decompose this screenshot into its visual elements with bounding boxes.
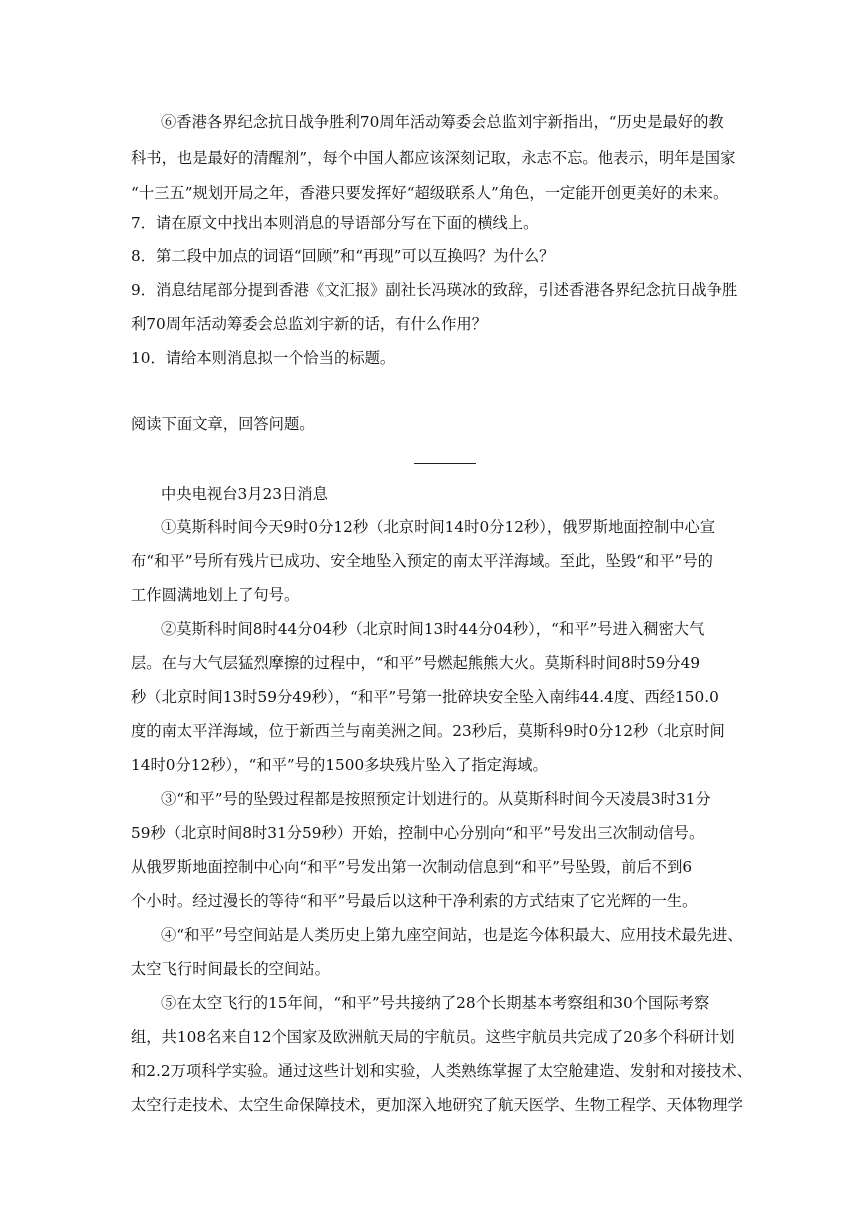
question-9-line-2: 利70周年活动筹委会总监刘宇新的话，有什么作用？: [131, 315, 487, 333]
question-7: 7．请在原文中找出本则消息的导语部分写在下面的横线上。: [131, 214, 539, 232]
title-blank-line: [414, 463, 476, 464]
article-line: 14时0分12秒），“和平”号的1500多块残片坠入了指定海域。: [131, 756, 548, 774]
article-line: ④“和平”号空间站是人类历史上第九座空间站，也是迄今体积最大、应用技术最先进、: [161, 926, 743, 944]
article-line: ①莫斯科时间今天9时0分12秒（北京时间14时0分12秒），俄罗斯地面控制中心宣: [161, 518, 716, 536]
article-line: ③“和平”号的坠毁过程都是按照预定计划进行的。从莫斯科时间今天凌晨3时31分: [161, 790, 711, 808]
article-line: 从俄罗斯地面控制中心向“和平”号发出第一次制动信息到“和平”号坠毁，前后不到6: [131, 858, 693, 876]
paragraph-6-line-2: 科书，也是最好的清醒剂”，每个中国人都应该深刻记取，永志不忘。他表示，明年是国家: [131, 149, 736, 167]
reading-instruction: 阅读下面文章，回答问题。: [131, 415, 315, 433]
question-8: 8．第二段中加点的词语“回顾”和“再现”可以互换吗？为什么？: [131, 247, 555, 265]
article-line: 太空飞行时间最长的空间站。: [131, 960, 330, 978]
article-dateline: 中央电视台3月23日消息: [161, 485, 328, 503]
question-10: 10．请给本则消息拟一个恰当的标题。: [131, 349, 396, 367]
article-line: 59秒（北京时间8时31分59秒）开始，控制中心分别向“和平”号发出三次制动信号。: [131, 824, 705, 842]
question-9-line-1: 9．消息结尾部分提到香港《文汇报》副社长冯瑛冰的致辞，引述香港各界纪念抗日战争胜: [131, 281, 738, 299]
article-line: 工作圆满地划上了句号。: [131, 586, 300, 604]
article-line: 和2.2万项科学实验。通过这些计划和实验，人类熟练掌握了太空舱建造、发射和对接技术、: [131, 1062, 752, 1080]
paragraph-6-line-1: ⑥香港各界纪念抗日战争胜利70周年活动筹委会总监刘宇新指出，“历史是最好的教: [161, 113, 724, 131]
paragraph-6-line-3: “十三五”规划开局之年，香港只要发挥好“超级联系人”角色，一定能开创更美好的未来。: [131, 184, 729, 202]
article-line: 组，共108名来自12个国家及欧洲航天局的宇航员。这些宇航员共完成了20多个科研计划: [131, 1028, 735, 1046]
article-line: ⑤在太空飞行的15年间，“和平”号共接纳了28个长期基本考察组和30个国际考察: [161, 994, 710, 1012]
article-line: 度的南太平洋海域，位于新西兰与南美洲之间。23秒后，莫斯科9时0分12秒（北京时间: [131, 722, 725, 740]
article-line: 个小时。经过漫长的等待“和平”号最后以这种干净利索的方式结束了它光辉的一生。: [131, 892, 698, 910]
article-line: 布“和平”号所有残片已成功、安全地坠入预定的南太平洋海域。至此，坠毁“和平”号的: [131, 552, 713, 570]
article-line: 秒（北京时间13时59分49秒），“和平”号第一批碎块安全坠入南纬44.4度、西经150.0: [131, 688, 719, 706]
article-line: ②莫斯科时间8时44分04秒（北京时间13时44分04秒），“和平”号进入稠密大气: [161, 620, 705, 638]
article-line: 太空行走技术、太空生命保障技术，更加深入地研究了航天医学、生物工程学、天体物理学: [131, 1096, 743, 1114]
article-line: 层。在与大气层猛烈摩擦的过程中，“和平”号燃起熊熊大火。莫斯科时间8时59分49: [131, 654, 701, 672]
